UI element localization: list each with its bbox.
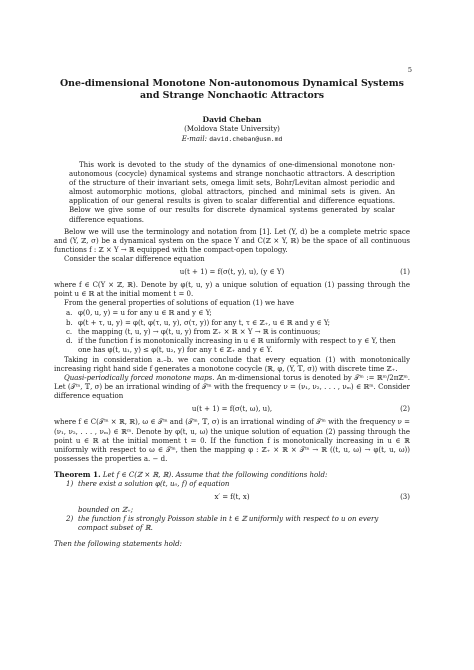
page-number: 5 <box>407 66 412 74</box>
paragraph-terminology: Below we will use the terminology and notation from [1]. Let (Y, d) be a complete metric space and (Y, ℤ, σ) be a dynamical system on the space Y and C(ℤ × Y, ℝ) be the space of all continuous functions f : ℤ × Y → ℝ equipped with the compact-open topology. <box>54 227 410 254</box>
property-item: c. the mapping (t, u, y) → φ(t, u, y) from ℤ₊ × ℝ × Y → ℝ is continuous; <box>66 327 321 336</box>
equation-3 <box>54 493 410 502</box>
paper-body <box>54 228 410 550</box>
email-address: david.cheban@usm.md <box>209 134 283 143</box>
property-item: b. φ(t + τ, u, y) = φ(t, φ(τ, u, y), σ(τ, y)) for any t, τ ∈ ℤ₊, u ∈ ℝ and y ∈ Y; <box>66 318 330 327</box>
condition-1-tail: bounded on ℤ₊; <box>78 506 134 515</box>
theorem-condition-1: 1) there exist a solution φ(t, u₀, f) of equation <box>66 480 230 488</box>
equation-3-body: x′ = f(t, x) <box>214 493 250 502</box>
title-line-1: One-dimensional Monotone Non-autonomous Dynamical Systems <box>60 78 404 89</box>
abstract: This work is devoted to the study of the dynamics of one-dimensional monotone non-autonomous (cocycle) dynamical systems and strange nonchaotic attractors. A description of the structure of their invariant sets, omega limit sets, Bohr/Levitan almost periodic and almost automorphic motions, global attractors, pinched and minimal sets is given. An application of our general results is given to scalar differential and difference equations. Below we give some of our results for discrete dynamical systems generated by scalar difference equations. <box>69 161 395 224</box>
equation-2-body: u(t + 1) = f(σ(t, ω), u), <box>191 405 273 414</box>
theorem-label: Theorem 1. <box>54 469 101 479</box>
paragraph-solution: where f ∈ C(Y × ℤ, ℝ). Denote by φ(t, u, y) a unique solution of equation (1) passing through the point u ∈ ℝ at the initial moment t = 0. <box>54 281 410 299</box>
author-email-line <box>54 135 410 145</box>
paragraph-quasi-periodic: Quasi-periodically forced monotone maps. An m-dimensional torus is denoted by 𝒯ᵐ := ℝᵐ/2πℤᵐ. Let (𝒯ᵐ, 𝕋, σ) be an irrational winding of 𝒯ᵐ with the frequency ν = (ν₁, ν₂, . . . , νₘ) ∈ ℝᵐ. Consider difference equation <box>54 374 410 401</box>
property-item: a. φ(0, u, y) = u for any u ∈ ℝ and y ∈ Y; <box>66 309 212 318</box>
email-label: E-mail: <box>181 134 207 143</box>
properties-list <box>54 309 410 354</box>
theorem-conclusion-lead: Then the following statements hold: <box>54 540 182 549</box>
paragraph-cocycle: Taking in consideration a.–b. we can conclude that every equation (1) with monotonically increasing right hand side f generates a monotone cocycle ⟨ℝ, φ, (Y, 𝕋, σ)⟩ with discrete time ℤ₊. <box>54 355 410 373</box>
theorem-condition-2: 2) the function f is strongly Poisson stable in t ∈ ℤ uniformly with respect to u on every compact subset of ℝ. <box>66 515 379 533</box>
paragraph-consider: Consider the scalar difference equation <box>64 254 205 263</box>
paragraph-properties-intro: From the general properties of solutions of equation (1) we have <box>64 299 295 308</box>
equation-1-body: u(t + 1) = f(σ(t, y), u), (y ∈ Y) <box>179 268 285 277</box>
paragraph-torus-solution: where f ∈ C(𝒯ᵐ × ℝ, ℝ), ω ∈ 𝒯ᵐ and (𝒯ᵐ, 𝕋, σ) is an irrational winding of 𝒯ᵐ with the frequency ν = (ν₁, ν₂, . . . , νₘ) ∈ ℝᵐ. Denote by φ(t, u, ω) the unique solution of equation (2) passing through the point u ∈ ℝ at the initial moment t = 0. If the function f is monotonically increasing in u ∈ ℝ uniformly with respect to ω ∈ 𝒯ᵐ, then the mapping φ : ℤ₊ × ℝ × 𝒯ᵐ → ℝ ((t, u, ω) → φ(t, u, ω)) possesses the properties a. − d. <box>54 418 410 463</box>
author-name: David Cheban <box>202 115 262 124</box>
author-affiliation: (Moldova State University) <box>184 125 280 133</box>
title-line-2: and Strange Nonchaotic Attractors <box>139 90 325 101</box>
property-item: d. if the function f is monotonically increasing in u ∈ ℝ uniformly with respect to y ∈ Y, then one has φ(t, u₁, y) ≤ φ(t, u₂, y) for any t ∈ ℤ₊ and y ∈ Y. <box>66 336 396 354</box>
equation-2-number: (2) <box>400 405 410 414</box>
equation-1 <box>54 268 410 277</box>
theorem-1: Theorem 1. Let f ∈ C(ℤ × ℝ, ℝ). Assume that the following conditions hold: <box>54 469 328 479</box>
equation-2 <box>54 405 410 414</box>
paper-title <box>54 0 410 102</box>
equation-3-number: (3) <box>400 493 410 502</box>
quasi-periodic-heading: Quasi-periodically forced monotone maps. <box>64 374 215 383</box>
equation-1-number: (1) <box>400 268 410 277</box>
